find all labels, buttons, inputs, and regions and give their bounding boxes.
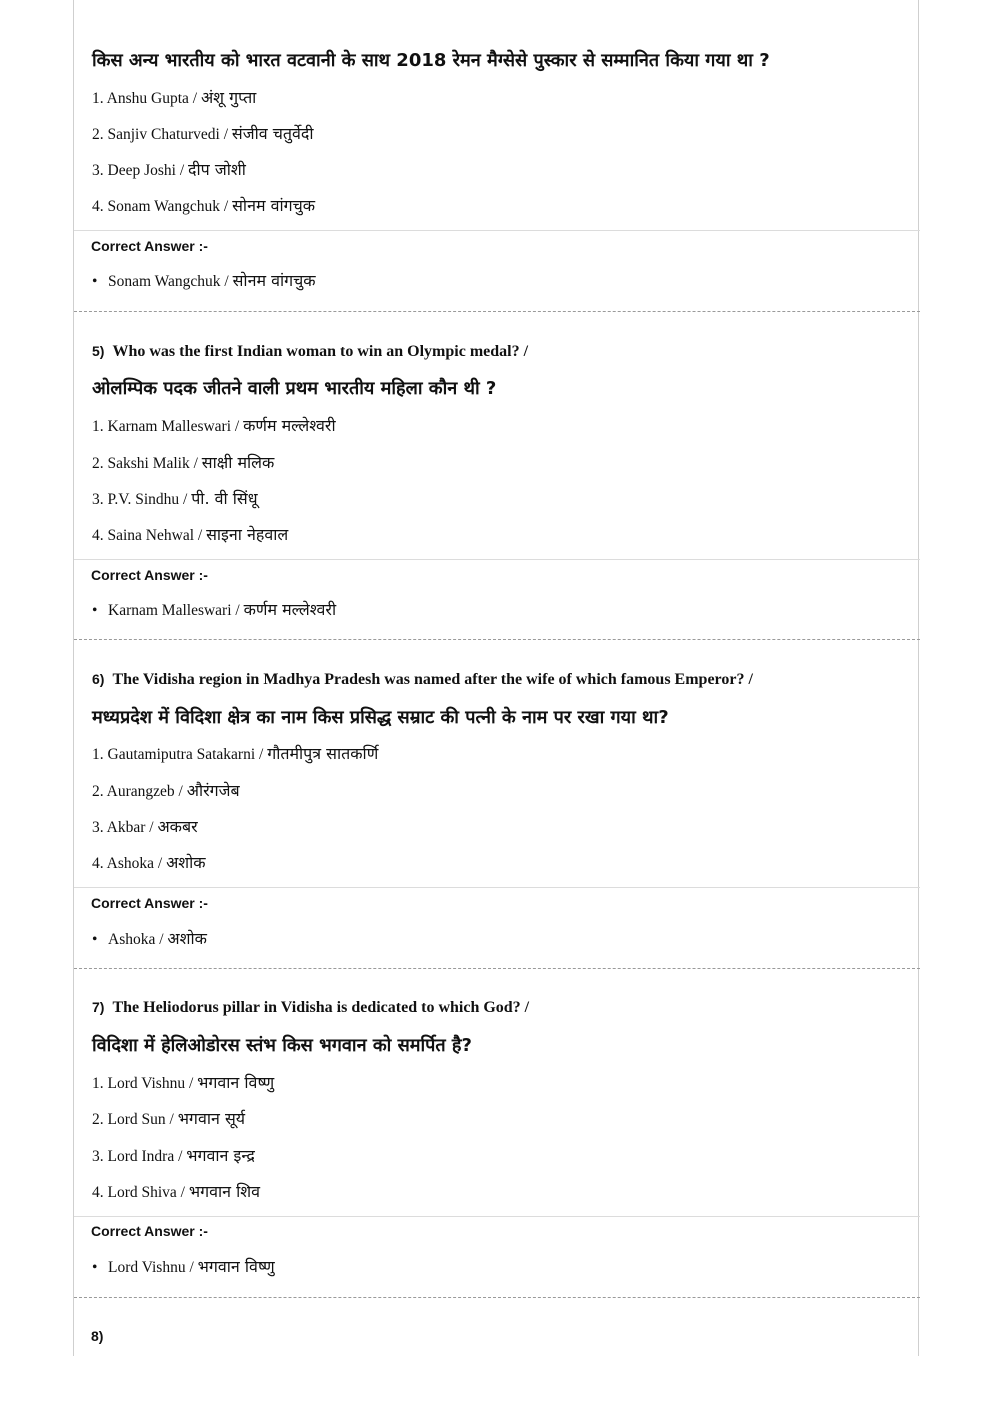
question-6-option-3: 3. Akbar / अकबर xyxy=(92,817,198,836)
question-8-number: 8) xyxy=(91,1328,104,1344)
bullet-icon: • xyxy=(92,273,98,290)
question-7-number: 7) xyxy=(92,999,105,1015)
question-5-option-2: 2. Sakshi Malik / साक्षी मलिक xyxy=(92,453,275,472)
correct-answer-label: Correct Answer :- xyxy=(91,567,208,583)
bullet-icon: • xyxy=(92,602,98,619)
question-6-option-4: 4. Ashoka / अशोक xyxy=(92,853,206,872)
correct-answer-label: Correct Answer :- xyxy=(91,1223,208,1239)
question-6-option-1: 1. Gautamiputra Satakarni / गौतमीपुत्र सातकर्णि xyxy=(92,744,379,763)
question-7-option-1: 1. Lord Vishnu / भगवान विष्णु xyxy=(92,1073,275,1092)
question-4-hindi-text: किस अन्य भारतीय को भारत वटवानी के साथ 2018 रेमन मैग्सेसे पुस्कार से सम्मानित किया गया था ? xyxy=(92,50,770,71)
question-paper-page xyxy=(73,0,919,1356)
question-7-option-2: 2. Lord Sun / भगवान सूर्य xyxy=(92,1109,246,1128)
question-7-option-3: 3. Lord Indra / भगवान इन्द्र xyxy=(92,1146,255,1165)
question-6-number: 6) xyxy=(92,671,105,687)
question-4-option-1: 1. Anshu Gupta / अंशू गुप्ता xyxy=(92,88,257,107)
question-5-number: 5) xyxy=(92,343,105,359)
question-separator xyxy=(74,639,920,640)
question-7-option-4: 4. Lord Shiva / भगवान शिव xyxy=(92,1182,261,1201)
question-4-correct-answer: • Sonam Wangchuk / सोनम वांगचुक xyxy=(92,271,316,290)
divider xyxy=(74,887,920,888)
question-5-hindi-text: ओलम्पिक पदक जीतने वाली प्रथम भारतीय महिला कौन थी ? xyxy=(92,378,497,399)
question-7-english-text: 7) The Heliodorus pillar in Vidisha is dedicated to which God? / xyxy=(92,999,530,1016)
question-4-option-3: 3. Deep Joshi / दीप जोशी xyxy=(92,160,246,179)
question-5-option-3: 3. P.V. Sindhu / पी. वी सिंधू xyxy=(92,489,258,508)
question-4-option-4: 4. Sonam Wangchuk / सोनम वांगचुक xyxy=(92,196,316,215)
question-5-option-4: 4. Saina Nehwal / साइना नेहवाल xyxy=(92,525,289,544)
question-7-correct-answer: • Lord Vishnu / भगवान विष्णु xyxy=(92,1257,275,1276)
question-6-hindi-text: मध्यप्रदेश में विदिशा क्षेत्र का नाम किस प्रसिद्ध सम्राट की पत्नी के नाम पर रखा गया था? xyxy=(92,707,669,728)
question-separator xyxy=(74,968,920,969)
bullet-icon: • xyxy=(92,931,98,948)
question-separator xyxy=(74,311,920,312)
divider xyxy=(74,1216,920,1217)
correct-answer-label: Correct Answer :- xyxy=(91,238,208,254)
question-5-correct-answer: • Karnam Malleswari / कर्णम मल्लेश्वरी xyxy=(92,600,337,619)
question-6-english-text: 6) The Vidisha region in Madhya Pradesh was named after the wife of which famous Emperor? / xyxy=(92,671,753,688)
question-6-option-2: 2. Aurangzeb / औरंगजेब xyxy=(92,781,240,800)
question-5-english-text: 5) Who was the first Indian woman to win an Olympic medal? / xyxy=(92,343,529,360)
correct-answer-label: Correct Answer :- xyxy=(91,895,208,911)
question-4-option-2: 2. Sanjiv Chaturvedi / संजीव चतुर्वेदी xyxy=(92,124,314,143)
question-separator xyxy=(74,1297,920,1298)
divider xyxy=(74,559,920,560)
bullet-icon: • xyxy=(92,1259,98,1276)
question-7-hindi-text: विदिशा में हेलिओडोरस स्तंभ किस भगवान को समर्पित है? xyxy=(92,1035,472,1056)
divider xyxy=(74,230,920,231)
question-6-correct-answer: • Ashoka / अशोक xyxy=(92,929,207,948)
question-5-option-1: 1. Karnam Malleswari / कर्णम मल्लेश्वरी xyxy=(92,416,336,435)
